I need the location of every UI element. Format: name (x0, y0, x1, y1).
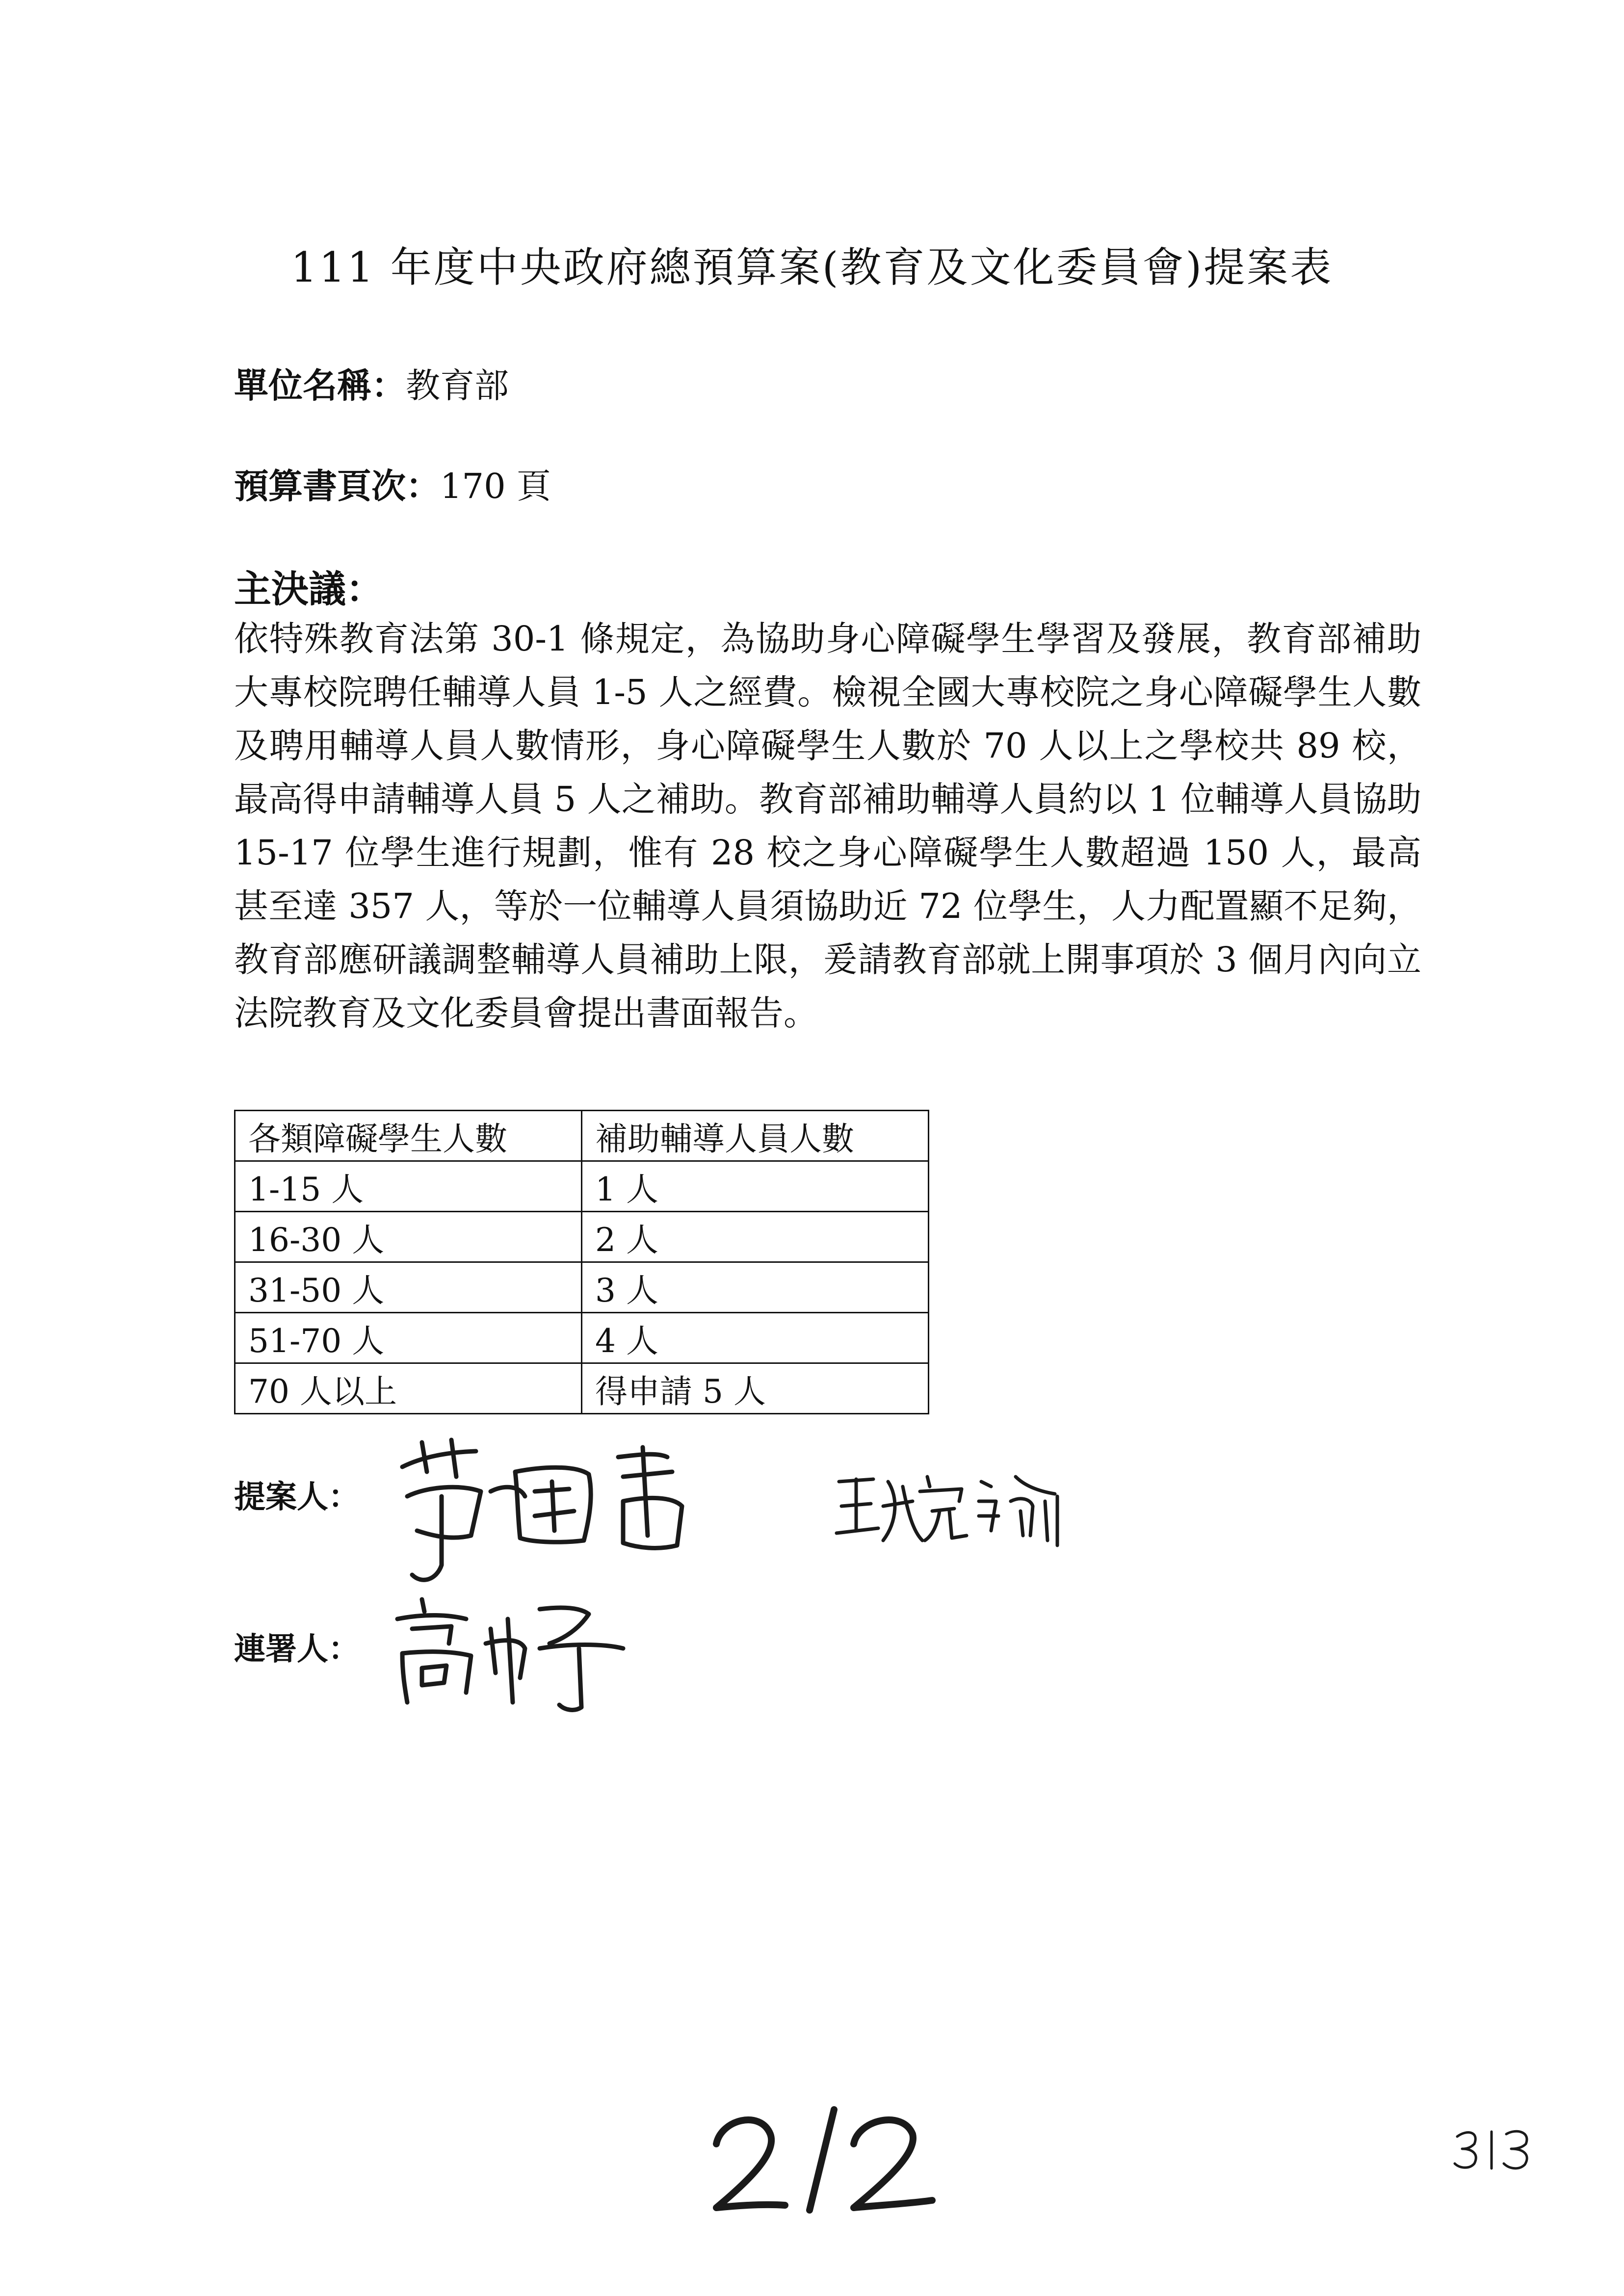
resolution-heading: 主決議： (234, 567, 383, 611)
table-cell: 得申請 5 人 (582, 1363, 929, 1414)
handwritten-corner-number (1452, 2124, 1550, 2173)
resolution-body: 依特殊教育法第 30-1 條規定，為協助身心障礙學生學習及發展，教育部補助大專校院聘任輔導人員 1-5 人之經費。檢視全國大專校院之身心障礙學生人數及聘用輔導人員人數情形，身心障礙學生人數於 70 人以上之學校共 89 校，最高得申請輔導人員 5 人之補助。教育部補助輔導人員約以 1 位輔導人員協助 15-17 位學生進行規劃，惟有 28 校之身心障礙學生人數超過 150 人，最高甚至達 357 人，等於一位輔導人員須協助近 72 位學生，人力配置顯不足夠，教育部應研議調整輔導人員補助上限，爰請教育部就上開事項於 3 個月內向立法院教育及文化委員會提出書面報告。 (234, 619, 1421, 1033)
table-cell: 1 人 (582, 1161, 929, 1212)
table-cell: 51-70 人 (235, 1313, 582, 1363)
budget-pages-field (234, 459, 551, 508)
table-cell: 1-15 人 (235, 1161, 582, 1212)
handwritten-page-number (707, 2100, 942, 2222)
table-cell: 2 人 (582, 1212, 929, 1262)
table-cell: 3 人 (582, 1262, 929, 1313)
unit-label: 單位名稱： (234, 365, 406, 406)
unit-field (234, 358, 509, 408)
table-cell: 31-50 人 (235, 1262, 582, 1313)
table-row (235, 1262, 929, 1313)
document-title: 111 年度中央政府總預算案(教育及文化委員會)提案表 (290, 243, 1334, 291)
table-cell: 70 人以上 (235, 1363, 582, 1414)
counselor-allocation-table (234, 1110, 929, 1414)
table-header: 各類障礙學生人數 (235, 1111, 582, 1161)
signature-cosigner (393, 1590, 657, 1717)
signature-proposer-2 (834, 1467, 1065, 1550)
table-row (235, 1161, 929, 1212)
table-row (235, 1212, 929, 1262)
unit-value: 教育部 (406, 365, 509, 406)
table-cell: 4 人 (582, 1313, 929, 1363)
budget-pages-value: 170 頁 (440, 466, 551, 506)
table-header-row (235, 1111, 929, 1161)
cosigner-label: 連署人： (234, 1631, 360, 1668)
signature-proposer-1 (393, 1437, 697, 1594)
budget-pages-label: 預算書頁次： (234, 466, 440, 506)
table-row (235, 1363, 929, 1414)
table-row (235, 1313, 929, 1363)
table-header: 補助輔導人員人數 (582, 1111, 929, 1161)
proposer-label: 提案人： (234, 1479, 360, 1515)
table-cell: 16-30 人 (235, 1212, 582, 1262)
